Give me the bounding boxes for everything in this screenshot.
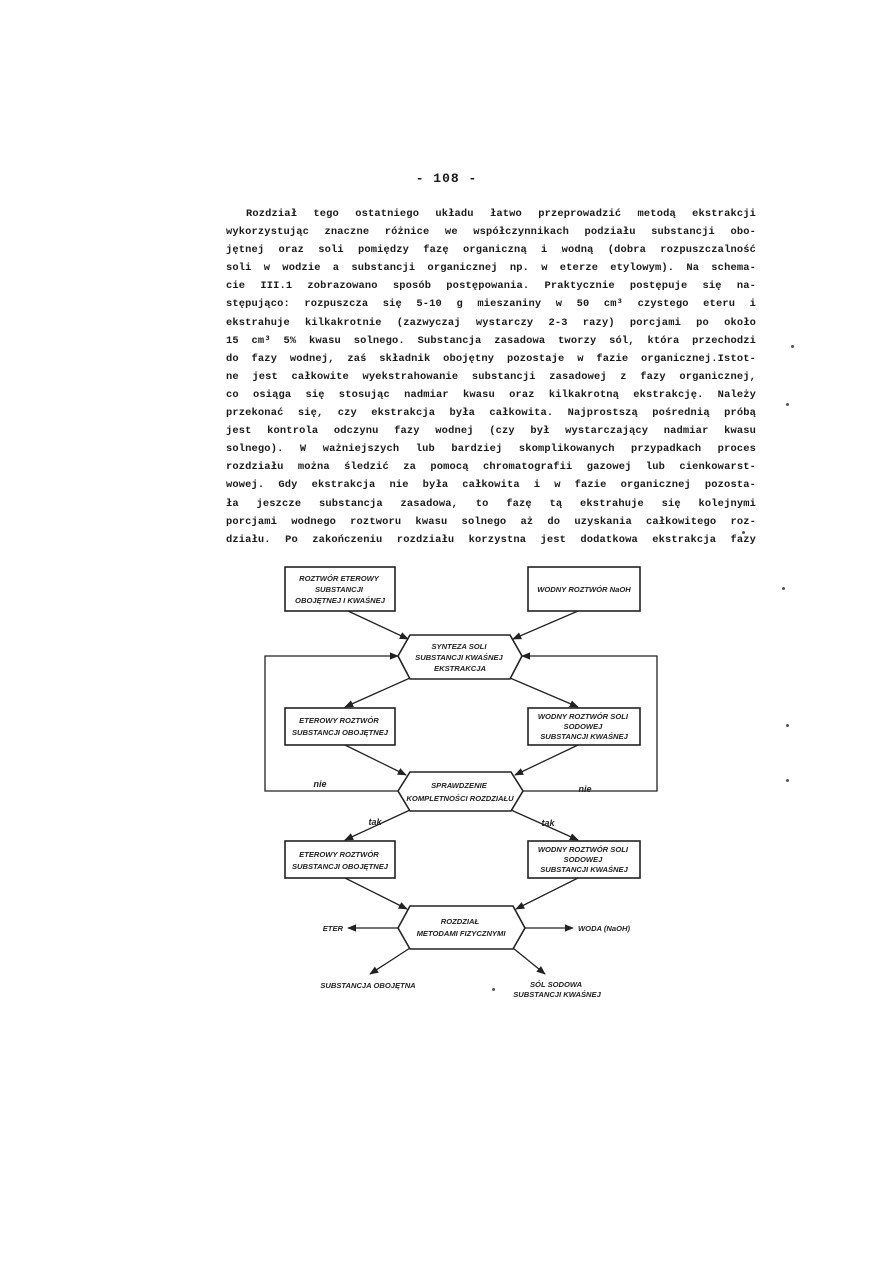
box-ether-neutral-1 <box>285 708 395 745</box>
paragraph-line: co osiąga się stosując nadmiar kwasu oraz kilkakrotną ekstrakcję. Należy <box>226 388 756 401</box>
paragraph-line: stępująco: rozpuszcza się 5-10 g mieszaniny w 50 cm³ czystego eteru i <box>226 298 756 311</box>
arrow-ether-to-separation <box>345 878 407 909</box>
page-number: - 108 - <box>415 171 478 186</box>
arrow-aqueous-to-separation <box>516 878 578 909</box>
paragraph-line: 15 cm³ 5% kwasu solnego. Substancja zasadowa tworzy sól, która przechodzi <box>226 334 756 347</box>
arrow-separation-to-salt <box>513 948 545 974</box>
arrow-ether-to-synthesis <box>348 611 408 639</box>
paragraph-line: ekstrahuje kilkakrotnie (zazwyczaj wystarczy 2-3 razy) porcjami po około <box>226 316 756 329</box>
paragraph-line: porcjami wodnego roztworu kwasu solnego aż do uzyskania całkowitego roz- <box>226 515 756 528</box>
paragraph-line: wykorzystując znaczne różnice we współczynnikach podziału substancji obo- <box>226 226 756 239</box>
hexagon-separation-text: ROZDZIAŁ METODAMI FIZYCZNYMI <box>416 917 506 938</box>
paragraph-line: solnego). W ważniejszych lub bardziej skomplikowanych przypadkach proces <box>226 443 756 456</box>
paragraph-line: jętnej oraz soli pomiędzy fazę organiczną i wodną (dobra rozpuszczalność <box>226 244 756 257</box>
paragraph-line: cie III.1 zobrazowano sposób postępowania. Praktycznie postępuje się na- <box>226 280 756 293</box>
arrow-naoh-to-synthesis <box>513 611 578 639</box>
box-aqueous-salt-1-text: WODNY ROZTWÓR SOLI SODOWEJ SUBSTANCJI KWAŚNEJ <box>537 712 629 741</box>
hexagon-synthesis-text: SYNTEZA SOLI SUBSTANCJI KWAŚNEJ EKSTRAKCJA <box>415 642 503 673</box>
label-no-left: nie <box>313 779 327 789</box>
paragraph-line: ła jeszcze substancja zasadowa, to fazę tą ekstrahuje się kolejnymi <box>226 497 756 510</box>
hexagon-completeness-check <box>398 772 523 811</box>
output-neutral-substance: SUBSTANCJA OBOJĘTNA <box>320 981 416 990</box>
paragraph-line: do fazy wodnej, zaś składnik obojętny pozostaje w fazie organicznej.Istot- <box>226 352 756 365</box>
arrow-ether-to-check <box>345 745 406 775</box>
paragraph-line: wowej. Gdy ekstrakcja nie była całkowita i w fazie organicznej pozosta- <box>226 479 756 492</box>
scan-speck <box>782 587 785 590</box>
scan-speck <box>786 724 789 727</box>
arrow-separation-to-neutral <box>370 948 410 974</box>
paragraph-line: Rozdział tego ostatniego układu łatwo przeprowadzić metodą ekstrakcji <box>246 208 756 220</box>
scan-speck <box>791 345 794 348</box>
label-no-right: nie <box>578 784 592 794</box>
label-yes-right: tak <box>541 818 555 828</box>
arrow-synthesis-to-aqueous <box>510 678 578 707</box>
output-ether: ETER <box>322 924 343 933</box>
scan-speck <box>492 988 495 991</box>
box-ether-neutral-2-text: ETEROWY ROZTWÓR SUBSTANCJI OBOJĘTNEJ <box>291 850 389 871</box>
hexagon-physical-separation <box>398 906 525 949</box>
output-water-naoh: WODA (NaOH) <box>578 924 631 933</box>
paragraph-line: działu. Po zakończeniu rozdziału korzystna jest dodatkowa ekstrakcja fazy <box>226 533 756 546</box>
arrow-synthesis-to-ether <box>345 678 410 707</box>
scan-speck <box>786 403 789 406</box>
paragraph-line: rozdziału można śledzić za pomocą chromatografii gazowej lub cienkowarst- <box>226 461 756 474</box>
box-ether-solution-text: ROZTWÓR ETEROWY SUBSTANCJI OBOJĘTNEJ I KWAŚNEJ <box>295 574 385 605</box>
scan-speck <box>742 531 745 534</box>
box-ether-neutral-1-text: ETEROWY ROZTWÓR SUBSTANCJI OBOJĘTNEJ <box>291 716 389 737</box>
box-aqueous-salt-2-text: WODNY ROZTWÓR SOLI SODOWEJ SUBSTANCJI KWAŚNEJ <box>537 845 629 874</box>
paragraph-line: jest kontrola odczynu fazy wodnej (czy był wystarczający nadmiar kwasu <box>226 425 756 438</box>
output-sodium-salt: SÓL SODOWA SUBSTANCJI KWAŚNEJ <box>513 980 601 999</box>
paragraph-line: ne jest całkowite wyekstrahowanie substancji zasadowej z fazy organicznej, <box>226 370 756 383</box>
box-naoh-text: WODNY ROZTWÓR NaOH <box>537 585 631 594</box>
label-yes-left: tak <box>368 817 382 827</box>
paragraph-line: przekonać się, czy ekstrakcja była całkowita. Najprostszą pośrednią próbą <box>226 407 756 420</box>
box-ether-neutral-2 <box>285 841 395 878</box>
scan-speck <box>786 779 789 782</box>
arrow-aqueous-to-check <box>515 745 578 775</box>
hexagon-check-text: SPRAWDZENIE KOMPLETNOŚCI ROZDZIAŁU <box>406 781 514 803</box>
paragraph-line: soli w wodzie a substancji organicznej np. w eterze etylowym). Na schema- <box>226 262 756 275</box>
